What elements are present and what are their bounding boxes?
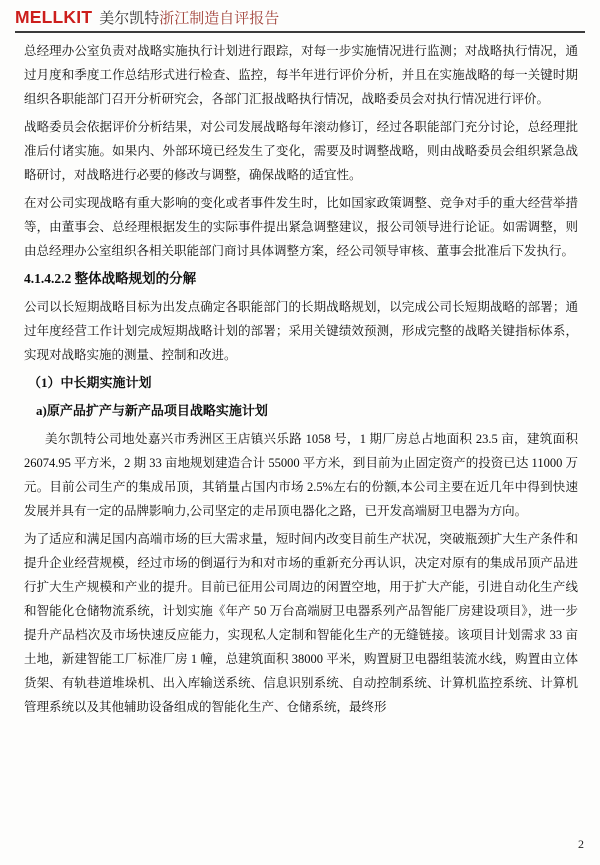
report-title: 浙江制造自评报告 <box>159 11 280 27</box>
document-header <box>15 7 585 33</box>
paragraph-emergency-adjustment: 在对公司实现战略有重大影响的变化或者事件发生时，比如国家政策调整、竞争对手的重大经营举措等，由董事会、总经理根据发生的实际事件提出紧急调整建议，报公司领导进行论证。如需调整，则由总经理办公室组织各相关职能部门商讨具体调整方案，经公司领导审核、董事会批准后下发执行。 <box>24 196 578 258</box>
paragraph-company-overview: 美尔凯特公司地处嘉兴市秀洲区王店镇兴乐路 1058 号，1 期厂房总占地面积 23.5 亩，建筑面积 26074.95 平方米，2 期 33 亩地规划建造合计 55000 平方米，到目前为止固定资产的投资已达 11000 万元。目前公司生产的集成吊顶，其销量占国内市场 2.5%左右的份额,本公司主要在近几年中得到快速发展并具有一定的品牌影响力,公司坚定的走吊顶电器化之路，已开发高端厨卫电器为方向。 <box>24 432 578 518</box>
heading-product-expansion-plan: a)原产品扩产与新产品项目战略实施计划 <box>36 403 268 418</box>
heading-strategy-decomposition: 4.1.4.2.2 整体战略规划的分解 <box>24 271 197 286</box>
document-body <box>24 39 578 719</box>
paragraph-strategy-tracking: 总经理办公室负责对战略实施执行计划进行跟踪，对每一步实施情况进行监测；对战略执行情况，通过月度和季度工作总结形式进行检查、监控，每半年进行评价分析，并且在实施战略的每一关键时期组织各职能部门召开分析研究会，各部门汇报战略执行情况，战略委员会对执行情况进行评价。 <box>24 44 578 106</box>
paragraph-strategy-breakdown: 公司以长短期战略目标为出发点确定各职能部门的长期战略规划，以完成公司长短期战略的部署；通过年度经营工作计划完成短期战略计划的部署；采用关键绩效预测，形成完整的战略关键指标体系，实现对战略实施的测量、控制和改进。 <box>24 300 578 362</box>
paragraph-expansion-project: 为了适应和满足国内高端市场的巨大需求量，短时间内改变目前生产状况，突破瓶颈扩大生产条件和提升企业经营规模，经过市场的倒逼行为和对市场的重新充分再认识，决定对原有的集成吊顶产品进行扩大生产规模和产业的提升。目前已征用公司周边的闲置空地，用于扩大产能，引进自动化生产线和智能化仓储物流系统，计划实施《年产 50 万台高端厨卫电器系列产品智能厂房建设项目》，进一步提升产品档次及市场快速反应能力，实现私人定制和智能化生产的无缝链接。该项目计划需求 33 亩土地，新建智能工厂标准厂房 1 幢，总建筑面积 38000 平米，购置厨卫电器组装流水线，购置由立体货架、有轨巷道堆垛机、出入库输送系统、信息识别系统、自动控制系统、计算机监控系统、计算机管理系统以及其他辅助设备组成的智能化生产、仓储系统，最终形 <box>24 532 578 714</box>
paragraph-strategy-revision: 战略委员会依据评价分析结果，对公司发展战略每年滚动修订，经过各职能部门充分讨论，总经理批准后付诸实施。如果内、外部环境已经发生了变化，需要及时调整战略，则由战略委员会组织紧急战略研讨，对战略进行必要的修改与调整，确保战略的适宜性。 <box>24 120 578 182</box>
brand-name-chinese: 美尔凯特 <box>99 11 160 27</box>
page-number: 2 <box>578 837 584 851</box>
brand-logo: MELLKIT <box>15 7 93 27</box>
heading-mid-long-term-plan: （1）中长期实施计划 <box>28 375 152 390</box>
